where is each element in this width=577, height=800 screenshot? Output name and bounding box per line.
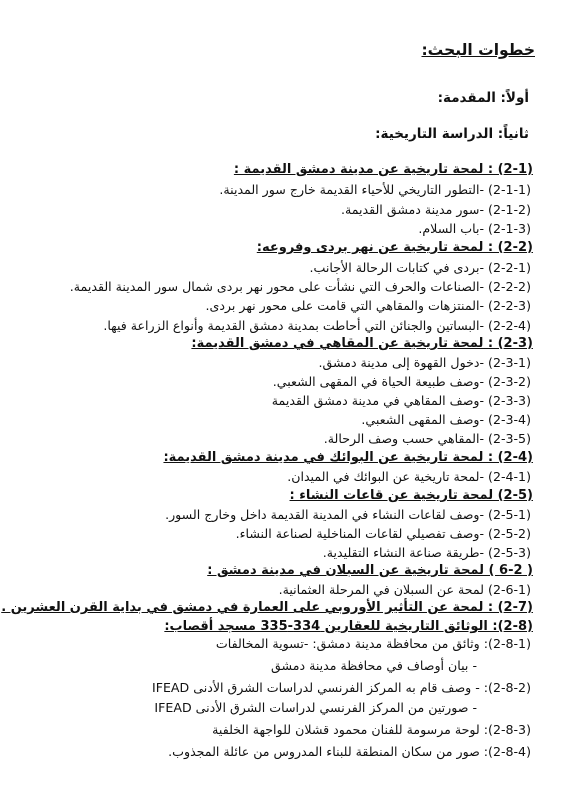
- list-item: (2-2-1) -بردى في كتابات الرحالة الأجانب.: [309, 260, 531, 275]
- list-item: (2-8-3): لوحة مرسومة للفنان محمود قشلان للواجهة الخلفية: [212, 722, 531, 737]
- list-item: (2-4-1) -لمحة تاريخية عن البوائك في الميدان.: [287, 469, 531, 484]
- list-item: (2-3-5) -المقاهي حسب وصف الرحالة.: [323, 431, 531, 446]
- list-item: - بيان أوصاف في محافظة مدينة دمشق: [271, 658, 477, 673]
- list-item: (2-2-2) -الصناعات والحرف التي نشأت على محور نهر بردى شمال سور المدينة القديمة.: [69, 279, 531, 294]
- list-item: (2-3-4) -وصف المقهى الشعبي.: [361, 412, 531, 427]
- list-item: (2-8-2): - وصف قام به المركز الفرنسي لدراسات الشرق الأدنى IFEAD: [151, 680, 531, 695]
- heading-first: أولاً: المقدمة:: [437, 90, 529, 106]
- section-heading: (2-3) : لمحة تاريخية عن المقاهي في دمشق القديمة:: [191, 336, 533, 351]
- list-item: (2-6-1) لمحة عن السبلان في المرحلة العثمانية.: [278, 582, 531, 597]
- section-heading: (2-7) : لمحة عن التأثير الأوروبي على العمارة في دمشق في بداية القرن العشرين .: [1, 600, 533, 615]
- list-item: (2-2-4) -البساتين والجنائن التي أحاطت بمدينة دمشق القديمة وأنواع الزراعة فيها.: [103, 318, 531, 333]
- section-heading: (2-1) : لمحة تاريخية عن مدينة دمشق القديمة :: [233, 162, 533, 177]
- section-heading: (2-2) : لمحة تاريخية عن نهر بردى وفروعه:: [256, 240, 533, 255]
- section-heading: (2-5) لمحة تاريخية عن قاعات النشاء :: [289, 488, 533, 503]
- list-item: (2-3-1) -دخول القهوة إلى مدينة دمشق.: [318, 355, 531, 370]
- section-heading: ( 6-2 ) لمحة تاريخية عن السبلان في مدينة دمشق :: [207, 563, 533, 578]
- list-item: (2-2-3) -المنتزهات والمقاهي التي قامت على محور نهر بردى.: [205, 298, 531, 313]
- list-item: (2-8-1): وثائق من محافظة مدينة دمشق: -تسوية المخالفات: [215, 636, 531, 651]
- list-item: (2-8-4): صور من سكان المنطقة للبناء المدروس من عائلة المجذوب.: [168, 744, 531, 759]
- list-item: - صورتين من المركز الفرنسي لدراسات الشرق الأدنى IFEAD: [154, 700, 477, 715]
- list-item: (2-5-2) -وصف تفصيلي لقاعات المناخلية لصناعة النشاء.: [235, 526, 531, 541]
- list-item: (2-5-1) -وصف لقاعات النشاء في المدينة القديمة داخل وخارج السور.: [165, 507, 531, 522]
- list-item: (2-3-2) -وصف طبيعة الحياة في المقهى الشعبي.: [272, 374, 531, 389]
- list-item: (2-1-1) -التطور التاريخي للأحياء القديمة خارج سور المدينة.: [219, 182, 531, 197]
- heading-second: ثانياً: الدراسة التاريخية:: [375, 126, 529, 142]
- section-heading: (2-4) : لمحة تاريخية عن البوائك في مدينة دمشق القديمة:: [163, 450, 533, 465]
- page-title: خطوات البحث:: [421, 41, 535, 59]
- list-item: (2-5-3) -طريقة صناعة النشاء التقليدية.: [322, 545, 531, 560]
- list-item: (2-1-2) -سور مدينة دمشق القديمة.: [340, 202, 531, 217]
- list-item: (2-3-3) -وصف المقاهي في مدينة دمشق القديمة: [271, 393, 531, 408]
- list-item: (2-1-3) -باب السلام.: [418, 221, 531, 236]
- section-heading: (2-8): الوثائق التاريخية للعقارين 334-335 مسجد أقصاب:: [164, 619, 533, 634]
